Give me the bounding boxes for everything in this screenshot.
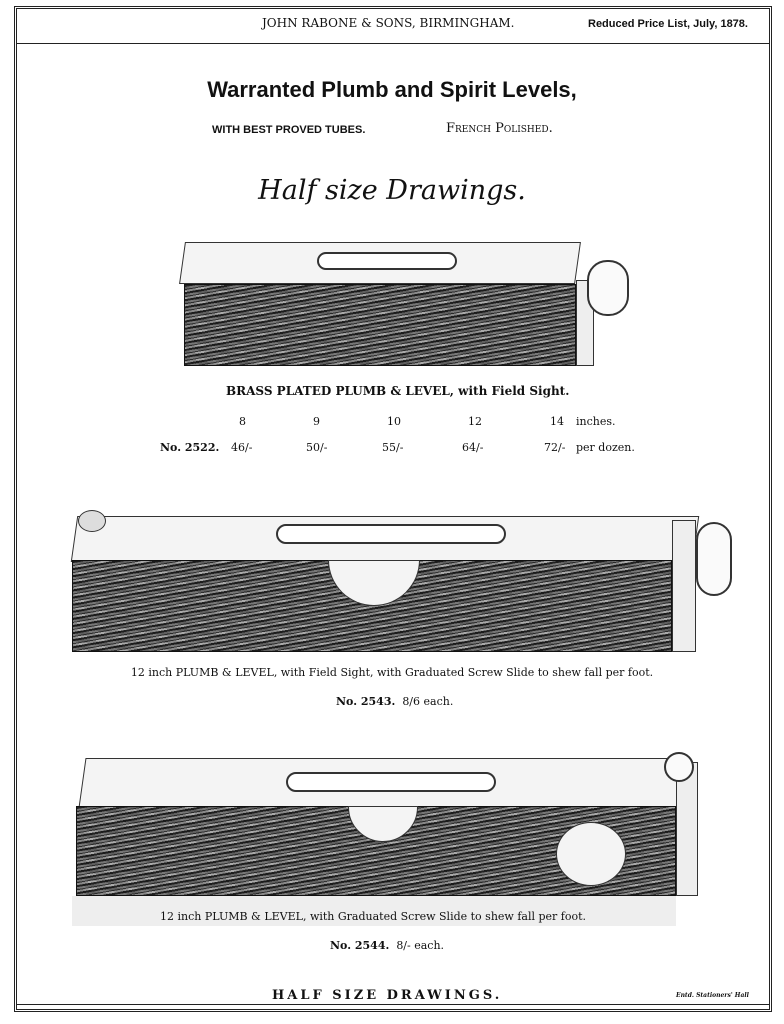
item-2544-caption: 12 inch PLUMB & LEVEL, with Graduated Screw Slide to shew fall per foot.: [160, 910, 587, 923]
item-number: No. 2522.: [160, 441, 220, 454]
level-illustration-2544: [72, 752, 712, 928]
size: 9: [313, 415, 320, 428]
header-rule: [17, 43, 769, 44]
price: 8/- each.: [396, 939, 445, 952]
subtitle-tubes: WITH BEST PROVED TUBES.: [212, 124, 366, 136]
level-illustration-2543: [66, 508, 736, 658]
level-illustration-2522: [182, 240, 632, 368]
page-title: Warranted Plumb and Spirit Levels,: [207, 77, 577, 102]
footer-rule: [17, 1004, 769, 1005]
section-heading: Half size Drawings.: [258, 175, 526, 206]
price: 55/-: [382, 441, 404, 454]
price: 8/6 each.: [402, 695, 454, 708]
size: 10: [387, 415, 401, 428]
price-unit: per dozen.: [576, 441, 635, 454]
size: 12: [468, 415, 482, 428]
price: 50/-: [306, 441, 328, 454]
item-2544-price-line: [330, 939, 444, 952]
registration-note: Entd. Stationers' Hall: [676, 992, 749, 999]
item-2543-price-line: [336, 695, 453, 708]
subtitle-polished: French Polished.: [446, 121, 553, 136]
size: 8: [239, 415, 246, 428]
size: 14: [550, 415, 564, 428]
item-2522-caption: BRASS PLATED PLUMB & LEVEL, with Field Sight.: [226, 384, 570, 398]
item-number: No. 2544.: [330, 939, 390, 952]
item-number: No. 2543.: [336, 695, 396, 708]
item-2543-caption: 12 inch PLUMB & LEVEL, with Field Sight, with Graduated Screw Slide to shew fall per foot.: [130, 666, 654, 679]
price: 72/-: [544, 441, 566, 454]
price: 46/-: [231, 441, 253, 454]
sizes-unit: inches.: [576, 415, 616, 428]
footer-title: HALF SIZE DRAWINGS.: [272, 988, 503, 1003]
price-list-date: Reduced Price List, July, 1878.: [588, 18, 748, 30]
publisher-header: JOHN RABONE & SONS, BIRMINGHAM.: [262, 16, 515, 30]
price: 64/-: [462, 441, 484, 454]
